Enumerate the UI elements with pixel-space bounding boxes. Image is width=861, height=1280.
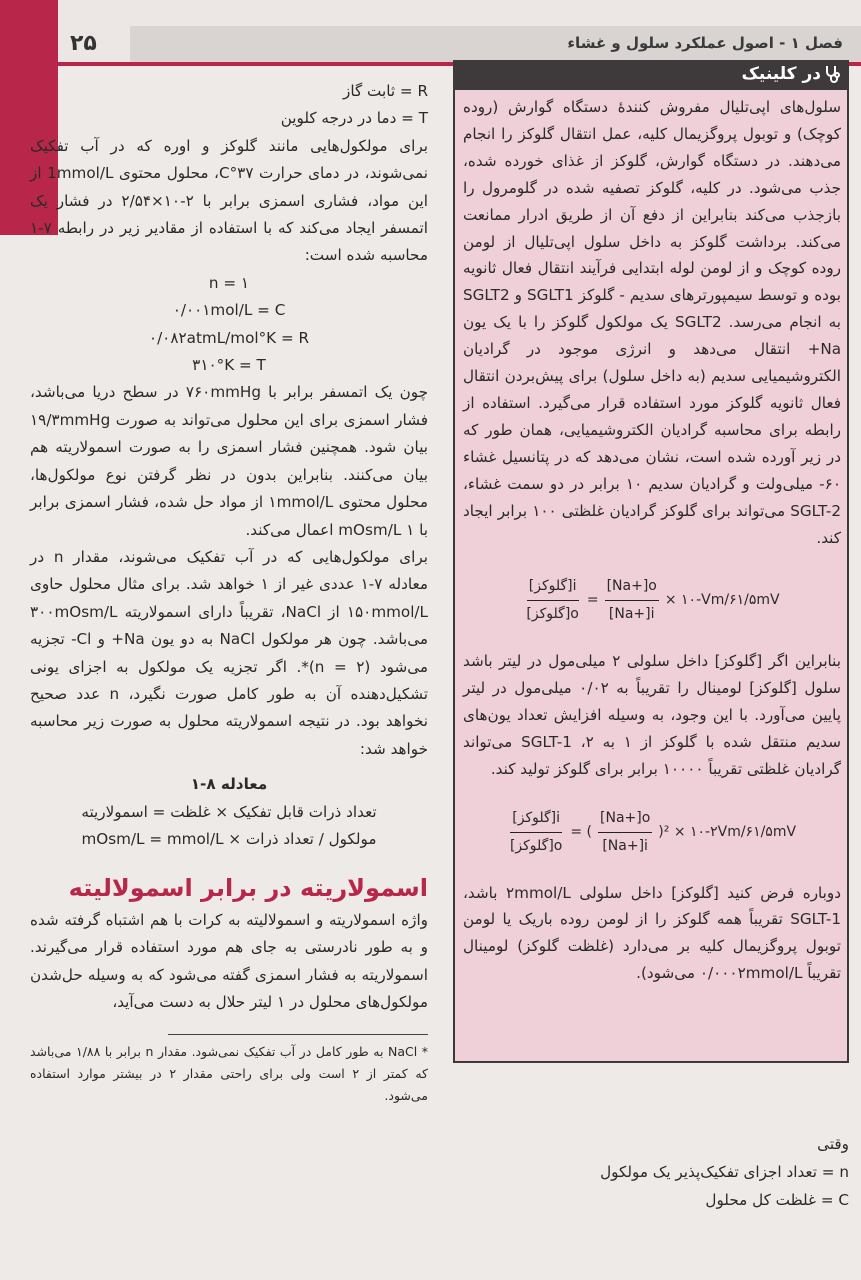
footnote-rule [168, 1034, 428, 1035]
def-n: n = تعداد اجزای تفکیک‌پذیر یک مولکول [600, 1163, 849, 1181]
left-column [30, 78, 428, 1107]
formula-1-numerator: [گلوکز]i [527, 573, 579, 601]
equation-line-1: تعداد ذرات قابل تفکیک × غلظت = اسمولاریته [81, 802, 377, 821]
page-number: ۲۵ [70, 31, 97, 56]
formula-2-right-fraction [598, 805, 652, 860]
formula-2 [463, 805, 841, 860]
clinic-paragraph-3: دوباره فرض کنید [گلوکز] داخل سلولی ۲mmol/L باشد، SGLT-1 تقریباً همه گلوکز را از لومن روده باریک یا لومن توبول پروگزیمال کلیه بر می‌دارد (غلظت گلوکز) لومینال تقریباً ۰/۰۰۰۲mmol/L می‌شود). [463, 883, 841, 983]
formula-2-equals: = ( [570, 823, 593, 840]
formula-1-left-fraction [524, 573, 580, 628]
def-c: C = غلظت کل محلول [705, 1191, 849, 1209]
formula-1-denominator: [گلوکز]o [526, 606, 579, 623]
stethoscope-icon [823, 64, 843, 84]
value-n: ۱ = n [208, 273, 250, 292]
equation-title: معادله ۸-۱ [190, 775, 268, 794]
clinic-title: در کلینیک [741, 64, 821, 84]
formula-2-denominator: [گلوکز]o [509, 837, 563, 854]
formula-2-left-fraction [508, 805, 564, 860]
formula-1-na-out: [Na+]o [605, 573, 659, 601]
value-t: ۳۱۰°K = T [192, 356, 266, 375]
formula-2-na-out: [Na+]o [598, 805, 652, 833]
def-r: R = ثابت گاز [343, 82, 428, 100]
paragraph-4: واژه اسمولاریته و اسمولالیته به کرات با هم اشتباه گرفته شده و به طور نادرستی به جای هم مورد استفاده قرار می‌گیرند. اسمولاریته به فشار اسمزی گفته می‌شود که به وسیله حل‌شدن مولکول‌های محلول در ۱ لیتر حلال به دست می‌آید، [30, 910, 428, 1011]
clinic-body [463, 94, 841, 987]
clinic-paragraph-1: سلول‌های اپی‌تلیال مفروش کنندهٔ دستگاه گوارش (روده کوچک) و توبول پروگزیمال کلیه، عمل انتقال گلوکز را انجام می‌دهند. در دستگاه گوارش، گلوکز از غذای خورده شده، جذب می‌شود. در کلیه، گلوکز تصفیه شده در گلومرول را بازجذب می‌کند بنابراین از دفع آن از طریق ادرار ممانعت می‌کند. برداشت گلوکز به داخل سلول اپی‌تلیال از لومن روده کوچک و از لومن لوله ابتدایی فرآیند انتقال فعال ثانویه بوده و توسط سیمپورترهای سدیم - گلوکز SGLT1 و SGLT2 به انجام می‌رسد. SGLT2 یک مولکول گلوکز را با یک یون Na+ انتقال می‌دهد و انرژی موجود در گرادیان الکتروشیمیایی سدیم (به داخل سلول) برای پیش‌بردن انتقال فعال ثانویه گلوکز مورد استفاده قرار می‌گیرد. استفاده از رابطه برای محاسبه گرادیان الکتروشیمیایی، همان طور که در زیر آورده شده است، نشان می‌دهد که در پتانسیل غشاء ۶۰- میلی‌ولت و گرادیان سدیم ۱۰ برابر در دو سمت غشاء، SGLT-2 می‌تواند برای گلوکز گرادیان غلظتی ۱۰۰ برابر ایجاد کند. [463, 98, 841, 547]
formula-1-na-in: [Na+]i [608, 606, 655, 623]
clinic-box-header [453, 60, 849, 90]
bottom-right-definitions [453, 1130, 849, 1214]
formula-1-equals: = [586, 592, 599, 609]
footnote: * NaCl به طور کامل در آب تفکیک نمی‌شود. مقدار n برابر با ۱/۸۸ می‌باشد که کمتر از ۲ است ولی برای راحتی مقدار ۲ در بیشتر موارد استفاده می‌شود. [30, 1044, 428, 1104]
paragraph-1: برای مولکول‌هایی مانند گلوکز و اوره که در آب تفکیک نمی‌شوند، در دمای حرارت ۳۷°C، محلول محتوی 1mmol/L از این مواد، فشاری اسمزی برابر با ۲-۱۰×۲/۵۴ در فشار یک اتمسفر ایجاد می‌کند که با استفاده از مقادیر زیر در رابطه ۷-۱ محاسبه شده است: [30, 136, 429, 265]
clinic-paragraph-2: بنابراین اگر [گلوکز] داخل سلولی ۲ میلی‌مول در لیتر باشد سلول [گلوکز] لومینال را تقریباً به ۰/۰۲ میلی‌مول در لیتر پایین می‌آورد. با این وجود، به وسیله افزایش تعداد یون‌های سدیم منتقل شده با گلوکز از ۱ به ۲، SGLT-1 می‌تواند گرادیان غلظتی تقریباً ۱۰۰۰۰ برابر برای گلوکز تولید کند. [463, 652, 841, 778]
paragraph-2: چون یک اتمسفر برابر با ۷۶۰mmHg در سطح دریا می‌باشد، فشار اسمزی برای این محلول می‌تواند به صورت ۱۹/۳mmHg بیان شود. همچنین فشار اسمزی را به صورت اسمولاریته هم بیان می‌کنند. بنابراین بدون در نظر گرفتن نوع مولکول‌ها، محلول محتوی ۱mmol/L از مواد حل شده، فشار اسمزی برابر با ۱ mOsm/L اعمال می‌کند. [30, 383, 428, 539]
def-t: T = دما در درجه کلوین [280, 109, 428, 128]
paragraph-3: برای مولکول‌هایی که در آب تفکیک می‌شوند، مقدار n در معادله ۷-۱ عددی غیر از ۱ خواهد شد. برای مثال محلول حاوی ۱۵۰mmol/L از NaCl، تقریباً دارای اسمولاریته ۳۰۰mOsm/L می‌باشد. چون هر مولکول NaCl به دو یون Na+ و Cl- تجزیه می‌شود (۲ = n)*. اگر تجزیه یک مولکول به اجزای یونی تشکیل‌دهنده آن به طور کامل صورت نگیرد، n عدد صحیح نخواهد بود. در نتیجه اسمولاریته محلول به صورت زیر محاسبه خواهد شد: [30, 547, 428, 758]
formula-1 [463, 573, 841, 628]
formula-2-numerator: [گلوکز]i [510, 805, 562, 833]
where-label: وقتی [817, 1135, 849, 1153]
equation-line-2: مولکول / تعداد ذرات × mOsm/L = mmol/L [81, 829, 377, 848]
value-r: ۰/۰۸۲atmL/mol°K = R [148, 328, 310, 347]
formula-2-na-in: [Na+]i [602, 837, 648, 854]
value-c: ۰/۰۰۱mol/L = C [172, 301, 286, 320]
section-heading: اسمولاریته در برابر اسمولالیته [68, 874, 428, 903]
formula-1-right-fraction [605, 573, 659, 628]
formula-1-tail: × ۱۰-Vm/۶۱/۵mV [664, 592, 780, 609]
formula-2-tail: )² × ۱۰-۲Vm/۶۱/۵mV [658, 823, 797, 840]
chapter-title: فصل ۱ - اصول عملکرد سلول و غشاء [567, 34, 843, 52]
